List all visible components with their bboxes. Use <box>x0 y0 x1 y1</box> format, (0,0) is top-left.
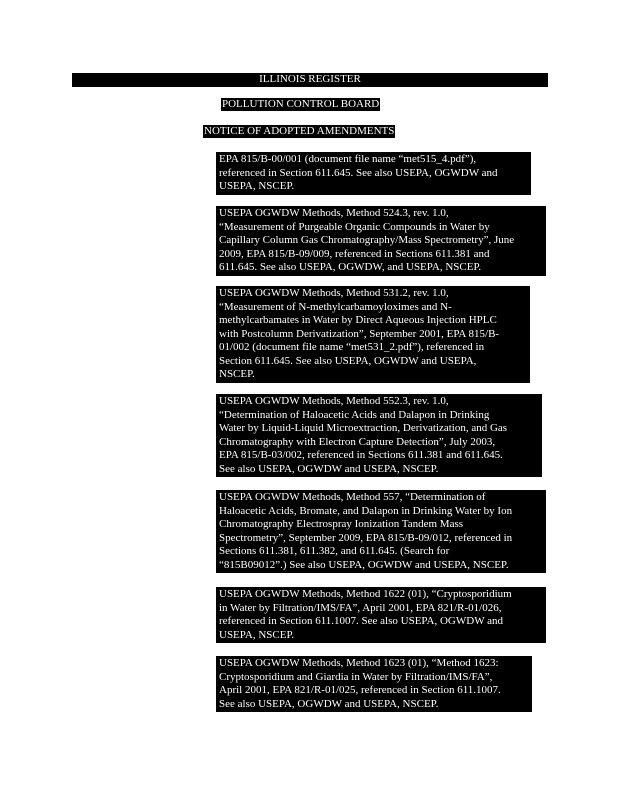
entry-line: USEPA OGWDW Methods, Method 1623 (01), “Method 1623: <box>219 657 499 669</box>
entry-line: EPA 815/B-03/002, referenced in Sections 611.381 and 611.645. <box>219 449 503 461</box>
entry-line: USEPA OGWDW Methods, Method 524.3, rev. 1.0, <box>219 207 449 219</box>
entry-line: EPA 815/B-00/001 (document file name “met515_4.pdf”), <box>219 153 477 165</box>
entry-line: Chromatography with Electron Capture Detection”, July 2003, <box>219 435 496 448</box>
entry-line: Haloacetic Acids, Bromate, and Dalapon in Drinking Water by Ion <box>219 504 513 517</box>
entry-line: April 2001, EPA 821/R-01/025, referenced in Section 611.1007. <box>219 684 501 696</box>
entry-line: Sections 611.381, 611.382, and 611.645. (Search for <box>219 545 450 557</box>
entry-line: in Water by Filtration/IMS/FA”, April 2001, EPA 821/R-01/026, <box>219 601 502 614</box>
reference-entry <box>216 394 542 477</box>
entry-line: referenced in Section 611.645. See also USEPA, OGWDW and <box>219 166 498 179</box>
entry-line: NSCEP. <box>219 368 255 380</box>
reference-entry <box>216 152 531 195</box>
reference-entry <box>216 206 546 276</box>
entry-line: USEPA OGWDW Methods, Method 557, “Determination of <box>219 491 486 503</box>
entry-line: referenced in Section 611.1007. See also USEPA, OGWDW and <box>219 615 504 627</box>
entry-line: Section 611.645. See also USEPA, OGWDW and USEPA, <box>219 354 477 367</box>
reference-entry <box>216 587 546 643</box>
reference-entry <box>216 286 530 383</box>
entry-line: USEPA OGWDW Methods, Method 1622 (01), “Cryptosporidium <box>219 588 512 600</box>
entry-line: “815B09012”.) See also USEPA, OGWDW and USEPA, NSCEP. <box>219 558 509 571</box>
entry-line: Chromatography Electrospray Ionization Tandem Mass <box>219 518 464 530</box>
register-title: ILLINOIS REGISTER <box>259 73 361 85</box>
entry-line: “Measurement of N-methylcarbamoyloximes and N- <box>219 300 452 313</box>
entry-line: 01/002 (document file name “met531_2.pdf”), referenced in <box>219 341 485 353</box>
entry-line: USEPA OGWDW Methods, Method 552.3, rev. 1.0, <box>219 395 449 407</box>
entry-line: “Determination of Haloacetic Acids and Dalapon in Drinking <box>219 408 490 421</box>
entry-line: USEPA OGWDW Methods, Method 531.2, rev. 1.0, <box>219 287 449 299</box>
header-rule <box>72 86 548 87</box>
entry-line: Spectrometry”, September 2009, EPA 815/B-09/012, referenced in <box>219 531 513 544</box>
entry-line: Cryptosporidium and Giardia in Water by Filtration/IMS/FA”, <box>219 670 493 683</box>
reference-entry <box>216 656 532 712</box>
entry-line: USEPA, NSCEP. <box>219 180 295 192</box>
entry-line: 2009, EPA 815/B-09/009, referenced in Sections 611.381 and <box>219 247 490 260</box>
board-name: POLLUTION CONTROL BOARD <box>222 98 380 110</box>
entry-line: Capillary Column Gas Chromatography/Mass Spectrometry”, June <box>219 234 515 246</box>
entry-line: 611.645. See also USEPA, OGWDW, and USEPA, NSCEP. <box>219 261 482 273</box>
entry-line: with Postcolumn Derivatization”, September 2001, EPA 815/B- <box>219 327 500 340</box>
entry-line: See also USEPA, OGWDW and USEPA, NSCEP. <box>219 462 439 475</box>
notice-title: NOTICE OF ADOPTED AMENDMENTS <box>204 125 395 137</box>
reference-entry <box>216 490 546 573</box>
entry-line: USEPA, NSCEP. <box>219 628 295 641</box>
entry-line: Water by Liquid-Liquid Microextraction, Derivatization, and Gas <box>219 422 508 434</box>
entry-line: methylcarbamates in Water by Direct Aqueous Injection HPLC <box>219 314 497 326</box>
entry-line: “Measurement of Purgeable Organic Compounds in Water by <box>219 220 490 233</box>
entry-line: See also USEPA, OGWDW and USEPA, NSCEP. <box>219 697 439 710</box>
